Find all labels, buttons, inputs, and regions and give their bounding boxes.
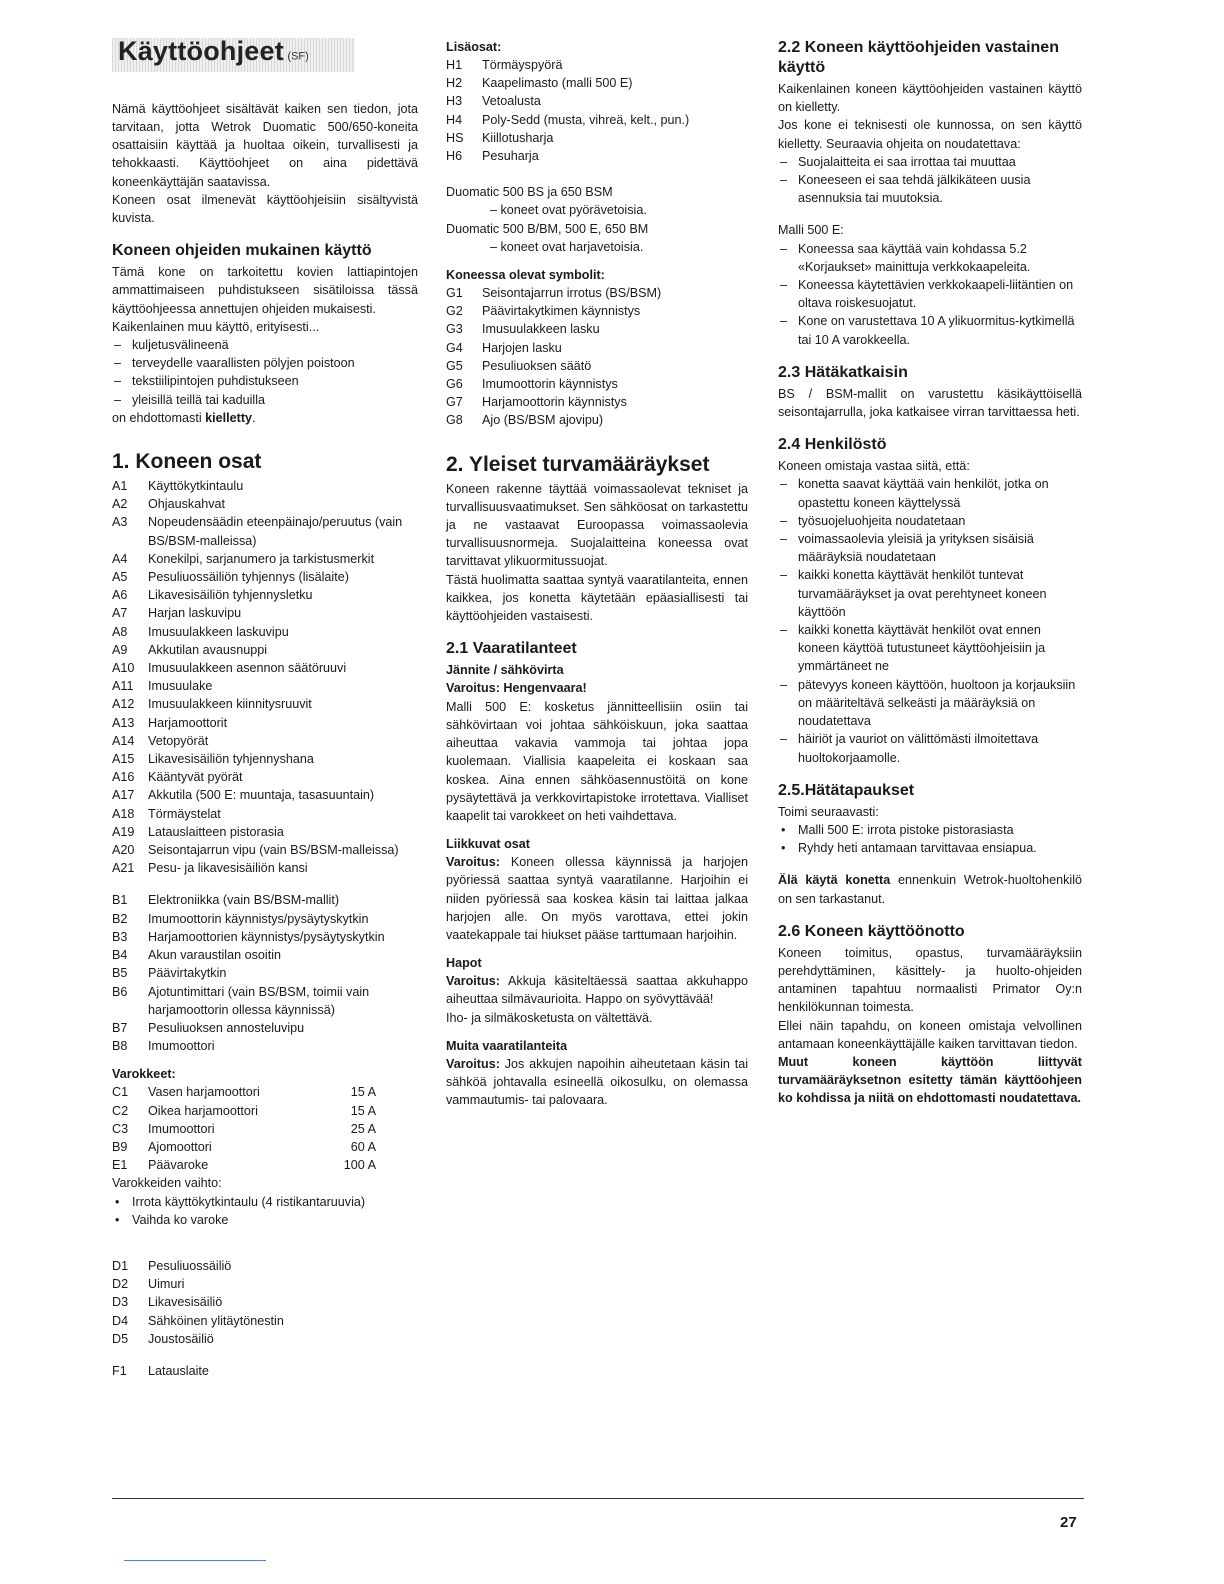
list-item: D5 Joustosäiliö [112, 1331, 214, 1346]
list-item: B9 Ajomoottori 60 A [112, 1139, 376, 1154]
list-item: – Suojalaitteita ei saa irrottaa tai muuttaa [778, 153, 1082, 171]
drive-note-2b: – koneet ovat harjavetoisia. [490, 239, 644, 254]
list-item: E1 Päävaroke 100 A [112, 1158, 376, 1173]
moving-parts-subheading: Liikkuvat osat [446, 837, 530, 852]
commissioning-text-1: Koneen toimitus, opastus, turvamääräyksiin perehdyttäminen, käsittely- ja huolto-ohjeiden antaminen tapahtuu normaalisti Primator Oy:n henkilökunnan toimesta. [778, 945, 1082, 1015]
list-item: • Vaihda ko varoke [112, 1211, 418, 1229]
intended-use-heading: Koneen ohjeiden mukainen käyttö [112, 242, 372, 260]
list-item: C2 Oikea harjamoottori 15 A [112, 1103, 376, 1118]
list-item: F1 Latauslaite [112, 1363, 209, 1378]
fuse-change-steps [112, 1193, 418, 1229]
emergency-list [778, 821, 1082, 857]
list-item: A12 Imusuulakkeen kiinnitysruuvit [112, 697, 312, 712]
list-item: – pätevyys koneen käyttöön, huoltoon ja korjauksiin on määriteltävä selkeästi ja määräyksiä on noudatettava [778, 676, 1082, 731]
list-item: A8 Imusuulakkeen laskuvipu [112, 624, 289, 639]
list-item: D4 Sähköinen ylitäytönestin [112, 1313, 284, 1328]
list-item: – työsuojeluohjeita noudatetaan [778, 512, 1082, 530]
acids-subheading: Hapot [446, 956, 482, 971]
accessories-list [446, 56, 748, 165]
personnel-list [778, 475, 1082, 766]
list-item: A10 Imusuulakkeen asennon säätöruuvi [112, 661, 347, 676]
symbols-heading: Koneessa olevat symbolit: [446, 268, 605, 283]
list-item: • Ryhdy heti antamaan tarvittavaa ensiapua. [778, 839, 1082, 857]
section-2-2-heading: 2.2 Koneen käyttöohjeiden vastainen käyttö [778, 39, 1059, 76]
list-item: A6 Likavesisäiliön tyhjennysletku [112, 588, 313, 603]
list-item: G6 Imumoottorin käynnistys [446, 377, 618, 392]
list-item: – häiriöt ja vauriot on välittömästi ilmoitettava huoltokorjaamolle. [778, 730, 1082, 766]
list-item: B8 Imumoottori [112, 1039, 215, 1054]
list-item: A17 Akkutila (500 E: muuntaja, tasasuuntain) [112, 788, 375, 803]
list-item: A15 Likavesisäiliön tyhjennyshana [112, 752, 314, 767]
list-item: A2 Ohjauskahvat [112, 497, 226, 512]
list-item: G8 Ajo (BS/BSM ajovipu) [446, 413, 604, 428]
model-label: Malli 500 E: [778, 223, 844, 238]
intended-use-text: Tämä kone on tarkoitettu kovien lattiapintojen ammattimaiseen puhdistukseen sisätiloissa tässä käyttöohjeessa annettujen ohjeiden mukaisesti. [112, 265, 418, 316]
page-title-box [112, 38, 355, 72]
column-middle [446, 38, 748, 1109]
list-item: G4 Harjojen lasku [446, 340, 562, 355]
list-item: B3 Harjamoottorien käynnistys/pysäytyskytkin [112, 929, 385, 944]
prohibited-use-list [112, 336, 418, 409]
section-1-heading: 1. Koneen osat [112, 450, 262, 474]
list-item: A18 Törmäystelat [112, 806, 221, 821]
voltage-warning: Varoitus: Hengenvaara! [446, 681, 587, 696]
intro-parts-note: Koneen osat ilmenevät käyttöohjeisiin sisältyvistä kuvista. [112, 192, 418, 225]
intro-paragraph: Nämä käyttöohjeet sisältävät kaiken sen tiedon, jota tarvitaan, jotta Wetrok Duomatic 500/650-koneita osattaisiin käyttää ja huoltaa oikein, turvallisesti ja tehokkaasti. Käyttöohjeet on aina pidettävä koneenkäyttäjän saatavissa. [112, 101, 418, 189]
list-item: – voimassaolevia yleisiä ja yrityksen sisäisiä määräyksiä noudatetaan [778, 530, 1082, 566]
list-item: D1 Pesuliuossäiliö [112, 1258, 232, 1273]
list-item: A13 Harjamoottorit [112, 715, 228, 730]
commissioning-note: Muut koneen käyttöön liittyvät turvamääräyksetnon esitetty tämän käyttöohjeen ko kohdissa ja niitä on ehdottomasti noudatettava. [778, 1054, 1082, 1106]
emergency-warning: Älä käytä konetta ennenkuin Wetrok-huoltohenkilö on sen tarkastanut. [778, 873, 1082, 906]
list-item: H1 Törmäyspyörä [446, 58, 563, 72]
list-item: G3 Imusuulakkeen lasku [446, 322, 600, 337]
voltage-text: Malli 500 E: kosketus jännitteellisiin osiin tai sähkövirtaan voi johtaa sähköiskuun, joka saattaa aiheuttaa vakavia vammoja tai johtaa jopa kuolemaan. Viallisia kaapeleita ei koskaan saa koskea. Aina ennen sähköasennustöitä on kone pysäytettävä ja verkkovirtapistoke irrotettava. Vialliset kaapelit tai varokkeet on heti vaihdettava. [446, 699, 748, 823]
list-item: A4 Konekilpi, sarjanumero ja tarkistusmerkit [112, 551, 375, 566]
list-item: B5 Päävirtakytkin [112, 966, 227, 981]
section-2-3-heading: 2.3 Hätäkatkaisin [778, 363, 908, 381]
list-item: – terveydelle vaarallisten pölyjen poistoon [112, 354, 418, 372]
parts-a-list [112, 477, 418, 877]
list-item: B4 Akun varaustilan osoitin [112, 948, 282, 963]
list-item: B1 Elektroniikka (vain BS/BSM-mallit) [112, 893, 340, 908]
footer-rule [112, 1498, 1084, 1499]
page-number: 27 [1060, 1514, 1077, 1531]
list-item: A1 Käyttökytkintaulu [112, 479, 244, 494]
emergency-stop-text: BS / BSM-mallit on varustettu käsikäyttöisellä seisontajarrulla, joka katkaisee virran tarvittaessa heti. [778, 386, 1082, 420]
list-item: – Koneessa saa käyttää vain kohdassa 5.2 «Korjaukset» mainittuja verkkokaapeleita. [778, 240, 1082, 276]
list-item: G1 Seisontajarrun irrotus (BS/BSM) [446, 286, 662, 301]
fuse-change-label: Varokkeiden vaihto: [112, 1176, 222, 1191]
moving-parts-text: Varoitus: Koneen ollessa käynnissä ja harjojen pyöriessä saattaa syntyä vaaratilanne. Harjoihin ei niiden pyöriessä saa koskea käsin tai laittaa jalkaa harjojen alle. On myös varottava, ettei jokin vaatekappale tai hiukset pääse tarttumaan harjoihin. [446, 855, 748, 942]
accessories-heading: Lisäosat: [446, 40, 502, 54]
list-item: – Koneessa käytettävien verkkokaapeli-liitäntien on oltava roiskesuojatut. [778, 276, 1082, 312]
page-title: Käyttöohjeet [118, 36, 284, 66]
scan-mark-line [124, 1560, 266, 1561]
safety-paragraph-1: Koneen rakenne täyttää voimassaolevat tekniset ja turvallisuusvaatimukset. Sen sähköosat on tarkastettu ja ne vastaavat Euroopassa voimassaolevia turvallisuusnormeja. Suojalaitteina koneessa ovat tarvittavat ylikuormitussuojat. [446, 481, 748, 569]
misuse-list [778, 153, 1082, 208]
list-item: – Kone on varustettava 10 A ylikuormitus-kytkimellä tai 10 A varokkeella. [778, 312, 1082, 348]
misuse-text-2: Jos kone ei teknisesti ole kunnossa, on sen käyttö kielletty. Seuraavia ohjeita on noudatettava: [778, 118, 1082, 151]
list-item: – kaikki konetta käyttävät henkilöt ovat ennen koneen käyttöä tutustuneet käyttöohjeisiin ja ymmärtäneet ne [778, 621, 1082, 676]
fuses-list [112, 1083, 418, 1174]
list-item: A9 Akkutilan avausnuppi [112, 642, 268, 657]
personnel-intro: Koneen omistaja vastaa siitä, että: [778, 459, 970, 474]
list-item: B2 Imumoottorin käynnistys/pysäytyskytkin [112, 911, 369, 926]
drive-note-1: Duomatic 500 BS ja 650 BSM [446, 185, 613, 200]
emergency-intro: Toimi seuraavasti: [778, 804, 879, 819]
misuse-text-1: Kaikenlainen koneen käyttöohjeiden vastainen käyttö on kielletty. [778, 82, 1082, 115]
list-item: H3 Vetoalusta [446, 94, 541, 109]
list-item: A16 Kääntyvät pyörät [112, 770, 243, 785]
section-2-6-heading: 2.6 Koneen käyttöönotto [778, 922, 965, 940]
parts-b-list [112, 891, 418, 1055]
list-item: H4 Poly-Sedd (musta, vihreä, kelt., pun.) [446, 112, 690, 127]
list-item: – tekstiilipintojen puhdistukseen [112, 372, 418, 390]
section-2-1-heading: 2.1 Vaaratilanteet [446, 640, 577, 658]
safety-paragraph-2: Tästä huolimatta saattaa syntyä vaaratilanteita, ennen kaikkea, jos konetta käytetään epäasiallisesti tai käyttöohjeiden vastaisesti. [446, 572, 748, 624]
list-item: A3 Nopeudensäädin eteenpäinajo/peruutus (vain BS/BSM-malleissa) [112, 515, 403, 548]
parts-f-list [112, 1362, 418, 1380]
list-item: – yleisillä teillä tai kaduilla [112, 391, 418, 409]
list-item: – kuljetusvälineenä [112, 336, 418, 354]
model-rules-list [778, 240, 1082, 349]
section-2-5-heading: 2.5.Hätätapaukset [778, 781, 915, 799]
list-item: A7 Harjan laskuvipu [112, 606, 242, 621]
list-item: HS Kiillotusharja [446, 130, 554, 145]
column-left [112, 38, 418, 1380]
other-hazards-subheading: Muita vaaratilanteita [446, 1038, 568, 1053]
list-item: • Irrota käyttökytkintaulu (4 ristikantaruuvia) [112, 1193, 418, 1211]
acids-text-2: Iho- ja silmäkosketusta on vältettävä. [446, 1010, 653, 1025]
list-item: C3 Imumoottori 25 A [112, 1121, 376, 1136]
list-item: D3 Likavesisäiliö [112, 1295, 223, 1310]
list-item: D2 Uimuri [112, 1277, 185, 1292]
voltage-subheading: Jännite / sähkövirta [446, 663, 564, 678]
list-item: C1 Vasen harjamoottori 15 A [112, 1085, 376, 1100]
acids-text: Varoitus: Akkuja käsiteltäessä saattaa akkuhappo aiheuttaa silmävaurioita. Happo on syövyttävää! [446, 974, 748, 1007]
list-item: B6 Ajotuntimittari (vain BS/BSM, toimii vain harjamoottorin ollessa käynnissä) [112, 984, 370, 1017]
list-item: – Koneeseen ei saa tehdä jälkikäteen uusia asennuksia tai muutoksia. [778, 171, 1082, 207]
parts-d-list [112, 1257, 418, 1348]
column-right [778, 38, 1082, 1108]
list-item: A11 Imusuulake [112, 679, 213, 694]
list-item: G7 Harjamoottorin käynnistys [446, 395, 627, 410]
list-item: A5 Pesuliuossäiliön tyhjennys (lisälaite) [112, 570, 349, 585]
section-2-4-heading: 2.4 Henkilöstö [778, 436, 887, 454]
list-item: A20 Seisontajarrun vipu (vain BS/BSM-malleissa) [112, 843, 399, 858]
fuses-heading: Varokkeet: [112, 1067, 176, 1082]
list-item: A21 Pesu- ja likavesisäiliön kansi [112, 861, 308, 876]
list-item: H2 Kaapelimasto (malli 500 E) [446, 76, 633, 91]
list-item: A14 Vetopyörät [112, 733, 209, 748]
list-item: H6 Pesuharja [446, 149, 539, 164]
list-item: B7 Pesuliuoksen annosteluvipu [112, 1020, 305, 1035]
list-item: • Malli 500 E: irrota pistoke pistorasiasta [778, 821, 1082, 839]
list-item: – konetta saavat käyttää vain henkilöt, jotka on opastettu koneen käyttelyssä [778, 475, 1082, 511]
drive-note-2: Duomatic 500 B/BM, 500 E, 650 BM [446, 221, 649, 236]
language-tag: (SF) [287, 50, 309, 63]
drive-note-1b: – koneet ovat pyörävetoisia. [490, 203, 647, 218]
list-item: G5 Pesuliuoksen säätö [446, 358, 592, 373]
list-item: G2 Päävirtakytkimen käynnistys [446, 304, 641, 319]
list-item: – kaikki konetta käyttävät henkilöt tuntevat turvamääräykset ja ovat perehtyneet koneen käyttöön [778, 566, 1082, 621]
symbols-list [446, 284, 748, 430]
other-use-text: Kaikenlainen muu käyttö, erityisesti... [112, 319, 320, 334]
other-hazards-text: Varoitus: Jos akkujen napoihin aiheutetaan käsin tai sähköä johtavalla esineellä oikosulku, on olemassa vammautumis- tai palovaara. [446, 1056, 748, 1108]
section-2-heading: 2. Yleiset turvamääräykset [446, 452, 710, 476]
list-item: A19 Latauslaitteen pistorasia [112, 824, 284, 839]
prohibited-statement: on ehdottomasti kielletty. [112, 410, 256, 425]
commissioning-text-2: Ellei näin tapahdu, on koneen omistaja velvollinen antamaan koneenkäyttäjälle kaiken tarvittavan tiedon. [778, 1018, 1082, 1051]
